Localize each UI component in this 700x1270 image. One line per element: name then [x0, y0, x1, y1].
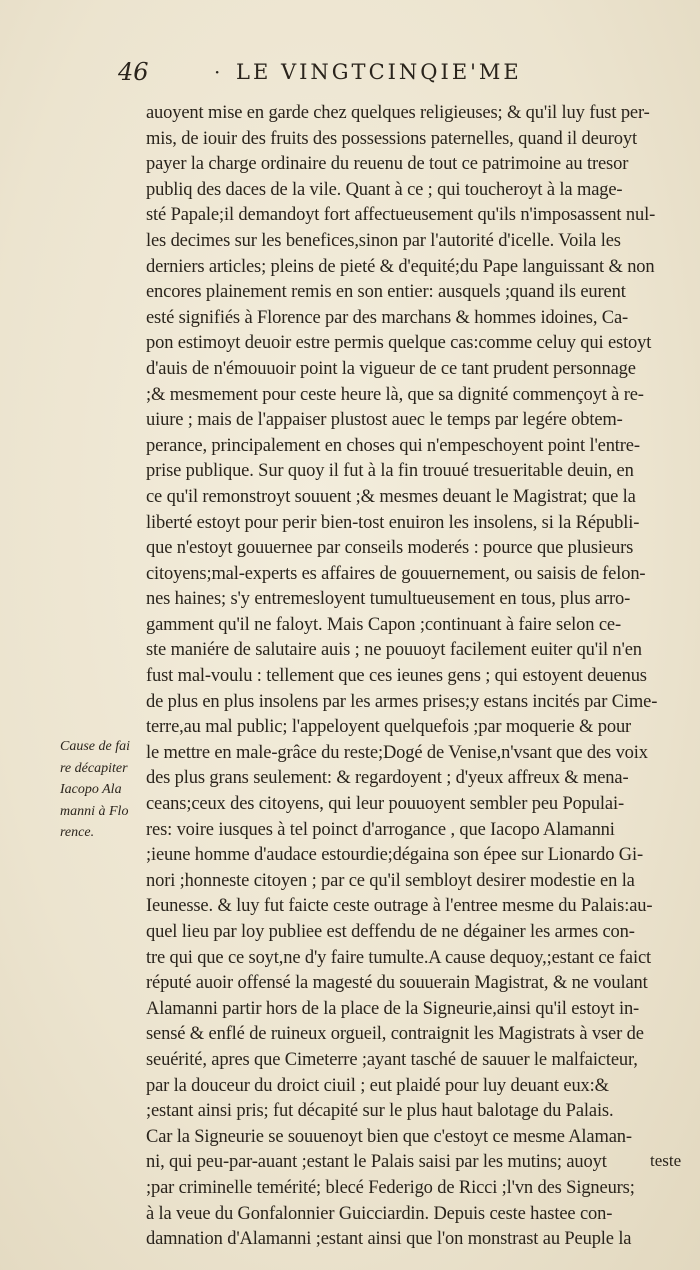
text-line: prise publique. Sur quoy il fut à la fin trouué tresueritable deuin, en	[146, 461, 634, 482]
text-line: perance, principalement en choses qui n'empeschoyent point l'entre-	[146, 435, 640, 456]
text-line: ;& mesmement pour ceste heure là, que sa dignité commençoyt à re-	[146, 384, 644, 405]
header-separator: ·	[214, 60, 221, 84]
text-line: Alamanni partir hors de la place de la Signeurie,ainsi qu'il estoyt in-	[146, 998, 640, 1019]
text-line: Car la Signeurie se souuenoyt bien que c'estoyt ce mesme Alaman-	[146, 1126, 632, 1147]
text-line: les decimes sur les benefices,sinon par l'autorité d'icelle. Voila les	[146, 230, 621, 251]
text-line: ;ieune homme d'audace estourdie;dégaina son épee sur Lionardo Gi-	[146, 845, 644, 866]
text-line: encores plainement remis en son entier: ausquels ;quand ils eurent	[146, 282, 626, 303]
text-line: res: voire iusques à tel poinct d'arrogance , que Iacopo Alamanni	[146, 819, 615, 840]
margin-note-line: Cause de fai	[60, 739, 130, 754]
text-line: réputé auoir offensé la magesté du souuerain Magistrat, & ne voulant	[146, 973, 648, 994]
text-line: sensé & enflé de ruineux orgueil, contraignit les Magistrats à vser de	[146, 1024, 644, 1045]
text-line: esté signifiés à Florence par des marchans & hommes idoines, Ca-	[146, 307, 629, 328]
text-line: auoyent mise en garde chez quelques religieuses; & qu'il luy fust per-	[146, 103, 650, 123]
text-line: ste maniére de salutaire auis ; ne pouuoyt facilement euiter qu'il n'en	[146, 640, 642, 661]
text-line: gamment qu'il ne faloyt. Mais Capon ;continuant à faire selon ce-	[146, 614, 621, 635]
text-line: ceans;ceux des citoyens, qui leur pouuoyent sembler peu Populai-	[146, 794, 624, 815]
text-line: liberté estoyt pour perir bien-tost enuiron les insolens, si la Républi-	[146, 512, 640, 533]
text-line: ni, qui peu-par-auant ;estant le Palais saisi par les mutins; auoyt	[146, 1152, 607, 1173]
text-line: ;estant ainsi pris; fut décapité sur le plus haut balotage du Palais.	[146, 1101, 614, 1122]
text-line: ;par criminelle temérité; blecé Federigo de Ricci ;l'vn des Signeurs;	[146, 1177, 635, 1198]
margin-note	[60, 736, 146, 844]
text-line: citoyens;mal-experts es affaires de gouuernement, ou saisis de felon-	[146, 563, 646, 584]
text-line: seuérité, apres que Cimeterre ;ayant tasché de sauuer le malfaicteur,	[146, 1049, 638, 1070]
text-line: terre,au mal public; l'appeloyent quelquefois ;par moquerie & pour	[146, 717, 632, 738]
text-line: le mettre en male-grâce du reste;Dogé de Venise,n'vsant que des voix	[146, 742, 648, 763]
text-line: publiq des daces de la vile. Quant à ce ; qui toucheroyt à la mage-	[146, 179, 623, 200]
text-line: nes haines; s'y entremesloyent tumultueusement en tous, plus arro-	[146, 589, 631, 610]
margin-note-line: Iacopo Ala	[60, 782, 122, 797]
margin-note-line: manni à Flo	[60, 803, 129, 819]
text-line: tre qui que ce soyt,ne d'y faire tumulte.A cause dequoy,;estant ce faict	[146, 947, 652, 968]
page-header	[118, 58, 598, 88]
text-line: quel lieu par loy publiee est deffendu de ne dégainer les armes con-	[146, 922, 635, 942]
margin-note-line: re décapiter	[60, 760, 128, 776]
margin-note-line: rence.	[60, 825, 95, 840]
text-line: damnation d'Alamanni ;estant ainsi que l'on monstrast au Peuple la	[146, 1229, 632, 1250]
text-line: à la veue du Gonfalonnier Guicciardin. Depuis ceste hastee con-	[146, 1203, 613, 1224]
running-head: LE VINGTCINQIE'ME	[236, 60, 522, 84]
text-line: de plus en plus insolens par les armes prises;y estans incités par Cime-	[146, 691, 658, 712]
text-line: mis, de iouir des fruits des possessions paternelles, quand il deuroyt	[146, 128, 637, 149]
text-line: Ieunesse. & luy fut faicte ceste outrage à l'entree mesme du Palais:au-	[146, 896, 653, 917]
text-line: payer la charge ordinaire du reuenu de tout ce patrimoine au tresor	[146, 154, 629, 175]
text-line: uiure ; mais de l'appaiser plustost auec le temps par legére obtem-	[146, 410, 623, 431]
text-line: d'auis de n'émouuoir point la vigueur de ce tant prudent personnage	[146, 358, 636, 379]
text-line: pon estimoyt deuoir estre permis quelque cas:comme celuy qui estoyt	[146, 333, 652, 354]
text-line: par la douceur du droict ciuil ; eut plaidé pour luy deuant eux:&	[146, 1075, 609, 1096]
text-line: nori ;honneste citoyen ; par ce qu'il sembloyt desirer modestie en la	[146, 870, 635, 891]
text-line: ce qu'il remonstroyt souuent ;& mesmes deuant le Magistrat; que la	[146, 486, 636, 507]
catchword: teste	[650, 1151, 682, 1170]
text-line: fust mal-voulu : tellement que ces ieunes gens ; qui estoyent deuenus	[146, 666, 647, 687]
text-line: que n'estoyt gouuernee par conseils moderés : pource que plusieurs	[146, 538, 634, 559]
page-number: 46	[118, 58, 149, 86]
text-line: sté Papale;il demandoyt fort affectueusement qu'ils n'imposassent nul-	[146, 205, 656, 226]
body-text	[146, 101, 680, 1253]
text-line: des plus grans seulement: & regardoyent ; d'yeux affreux & mena-	[146, 768, 629, 789]
text-line: derniers articles; pleins de pieté & d'equité;du Pape languissant & non	[146, 256, 655, 277]
